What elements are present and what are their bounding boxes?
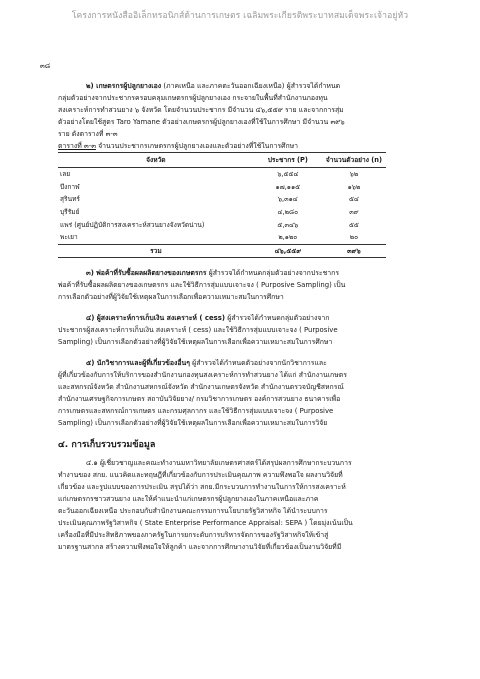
paragraph-2-text: (ภาคเหนือ และภาคตะวันออกเฉียงเหนือ) ผู้สำรวจได้กำหนด	[163, 82, 341, 90]
section-4-line: ตะวันออกเฉียงเหนือ ประกอบกับสำนักงานคณะกรรมการนโยบายรัฐวิสาหกิจ ได้นำระบบการ	[58, 507, 328, 516]
paragraph-3-line: พ่อค้าที่รับซื้อผลผลิตยางของเกษตรกร และใช้วิธีการสุ่มแบบเจาะจง ( Purposive Sampling) เป็น	[58, 281, 346, 290]
province-cell: เลย	[60, 170, 71, 179]
population-table	[58, 152, 386, 258]
paragraph-5-line: และสหกรณ์จังหวัด สำนักงานสหกรณ์จังหวัด สำนักงานเกษตรจังหวัด สำนักงานตรวจบัญชีสหกรณ์	[58, 383, 344, 392]
paragraph-4-text: ผู้สำรวจได้กำหนดกลุ่มตัวอย่างจาก	[227, 314, 330, 323]
paragraph-2-line: สงเคราะห์การทำสวนยาง ๖ จังหวัด โดยจำนวนประชากร มีจำนวน ๔๖,๕๕๙ ราย และจากการสุ่ม	[58, 106, 344, 114]
paragraph-3-label: ๓) พ่อค้าที่รับซื้อผลผลิตยางของเกษตรกร	[86, 269, 207, 278]
section-4-line: เครื่องมือที่มีประสิทธิภาพของภาครัฐในการยกระดับการบริหารจัดการของรัฐวิสาหกิจให้เข้าสู่	[58, 531, 329, 540]
paragraph-5-line: ผู้ที่เกี่ยวข้องกับการให้บริการของสำนักงานกองทุนสงเคราะห์การทำสวนยาง ได้แก่ สำนักงานเกษตร	[58, 371, 347, 380]
header-sample: จำนวนตัวอย่าง (n)	[322, 153, 386, 168]
table-caption	[58, 140, 440, 152]
table-row	[58, 231, 386, 244]
paragraph-4-line: Sampling) เป็นการเลือกตัวอย่างที่ผู้วิจัยใช้เหตุผลในการเลือกเพื่อความเหมาะสมในการศึกษา	[58, 338, 333, 347]
paragraph-3-text: ผู้สำรวจได้กำหนดกลุ่มตัวอย่างจากประชากร	[208, 269, 340, 278]
sample-cell: ๕๕	[348, 220, 359, 229]
population-cell: ๒,๑๒๐	[278, 233, 298, 242]
province-cell: พะเยา	[60, 233, 78, 242]
total-population: ๔๖,๕๕๙	[254, 244, 322, 258]
paragraph-4-line	[58, 312, 440, 324]
paragraph-3-line: การเลือกตัวอย่างที่ผู้วิจัยใช้เหตุผลในการเลือกเพื่อความเหมาะสมในการศึกษา	[58, 293, 284, 302]
table-row	[58, 218, 386, 231]
sample-cell: ๑๖๒	[347, 182, 361, 191]
section-4-heading: ๔. การเก็บรวบรวมข้อมูล	[58, 440, 156, 451]
paragraph-4-label: ๔) ผู้สงเคราะห์การเก็บเงิน สงเคราะห์ ( cess)	[86, 314, 226, 323]
paragraph-2-line: ราย ดังตารางที่ ๓-๓	[58, 130, 118, 138]
page-number: ๓๘	[40, 62, 51, 70]
province-cell: สุรินทร์	[60, 195, 80, 204]
province-cell: แพร่ (ศูนย์ปฏิบัติการสงเคราะห์สวนยางจังหวัดน่าน)	[60, 220, 205, 229]
population-cell: ๔,๒๘๐	[277, 208, 299, 217]
sample-cell: ๕๔	[348, 195, 359, 204]
paragraph-2-label: ๒) เกษตรกรผู้ปลูกยางเอง	[86, 82, 162, 90]
table-row	[58, 168, 386, 181]
table-caption-text: จำนวนประชากรเกษตรกรผู้ปลูกยางเองและตัวอย่างที่ใช้ในการศึกษา	[98, 142, 299, 150]
header-population: ประชากร (P)	[254, 153, 322, 168]
total-sample: ๓๙๖	[322, 244, 386, 258]
population-cell: ๖,๓๑๔	[277, 195, 298, 204]
paragraph-5-label: ๕) นักวิชาการและผู้ที่เกี่ยวข้องอื่นๆ	[86, 359, 190, 368]
paragraph-5-text: ผู้สำรวจได้กำหนดตัวอย่างจากนักวิชาการและ	[192, 359, 327, 368]
page-header: โครงการหนังสืออิเล็กทรอนิกส์ด้านการเกษตร เฉลิมพระเกียรติพระบาทสมเด็จพระเจ้าอยู่หัว	[71, 11, 409, 21]
table-header-row	[58, 153, 386, 168]
paragraph-5-line	[58, 357, 440, 369]
paragraph-2-line: ตัวอย่างโดยใช้สูตร Taro Yamane ตัวอย่างเกษตรกรผู้ปลูกยางเองที่ใช้ในการศึกษา มีจำนวน ๓๙๖	[58, 118, 345, 126]
section-4-line: แก่เกษตรกรชาวสวนยาง และให้คำแนะนำแก่เกษตรกรผู้ปลูกยางเองในภาคเหนือและภาค	[58, 495, 319, 504]
paragraph-5-line: สำนักงานเศรษฐกิจการเกษตร สถาบันวิจัยยาง/ กรมวิชาการเกษตร องค์การสวนยาง ธนาคารเพื่อ	[58, 395, 341, 404]
population-cell: ๕,๓๔๖	[277, 220, 299, 229]
paragraph-2-line: กลุ่มตัวอย่างจากประชากรครอบคลุมเกษตรกรผู้ปลูกยางเอง กระจายในพื้นที่สำนักงานกองทุน	[58, 94, 328, 102]
paragraph-4-line: ประชากรผู้สงเคราะห์การเก็บเงิน สงเคราะห์ ( cess) และใช้วิธีการสุ่มแบบเจาะจง ( Purposive	[58, 326, 338, 335]
section-4-line: ๔.๑ ผู้เชี่ยวชาญและคณะทำงานมหาวิทยาลัยเกษตรศาสตร์ได้สรุปผลการศึกษากระบวนการ	[86, 459, 352, 468]
paragraph-5-line: Sampling) เป็นการเลือกตัวอย่างที่ผู้วิจัยใช้เหตุผลในการเลือกเพื่อความเหมาะสมในการวิจัย	[58, 419, 328, 428]
table-row	[58, 181, 386, 194]
sample-cell: ๒๐	[349, 233, 359, 242]
section-4-line: มาตรฐานสากล สร้างความพึงพอใจให้ลูกค้า และจากการศึกษางานวิจัยที่เกี่ยวข้องเป็นงานวิจัยที่มี	[58, 543, 342, 552]
population-cell: ๑๗,๑๑๕	[275, 182, 301, 191]
paragraph-2-line	[58, 80, 440, 92]
section-4-line: ทำงานของ สกย. แนวคิดและทฤษฎีที่เกี่ยวข้องกับการประเมินคุณภาพ ความพึงพอใจ ผลงานวิจัยที่	[58, 471, 343, 480]
table-row	[58, 193, 386, 206]
page-content	[58, 80, 440, 553]
province-cell: บึงกาฬ	[60, 182, 80, 191]
section-4-line: ประเมินคุณภาพรัฐวิสาหกิจ ( State Enterprise Performance Appraisal: SEPA ) โดยมุ่งเน้นเป็น	[58, 519, 353, 528]
total-label: รวม	[58, 244, 254, 258]
paragraph-3-line	[58, 267, 440, 279]
table-caption-label: ตารางที่ ๓-๓	[58, 142, 96, 150]
table-total-row	[58, 244, 386, 258]
paragraph-5-line: การเกษตรและสหกรณ์การเกษตร และกรมศุลกากร และใช้วิธีการสุ่มแบบเจาะจง ( Purposive	[58, 407, 334, 416]
province-cell: บุรีรัมย์	[60, 208, 80, 217]
sample-cell: ๖๒	[349, 170, 359, 179]
population-cell: ๖,๕๕๔	[277, 170, 299, 179]
sample-cell: ๓๙	[349, 208, 359, 217]
header-province: จังหวัด	[58, 153, 254, 168]
section-4-line: เกี่ยวข้อง และรูปแบบของการประเมิน สรุปได้ว่า สกย.มีกระบวนการทำงานในการให้การสงเคราะห์	[58, 483, 346, 492]
table-row	[58, 206, 386, 219]
